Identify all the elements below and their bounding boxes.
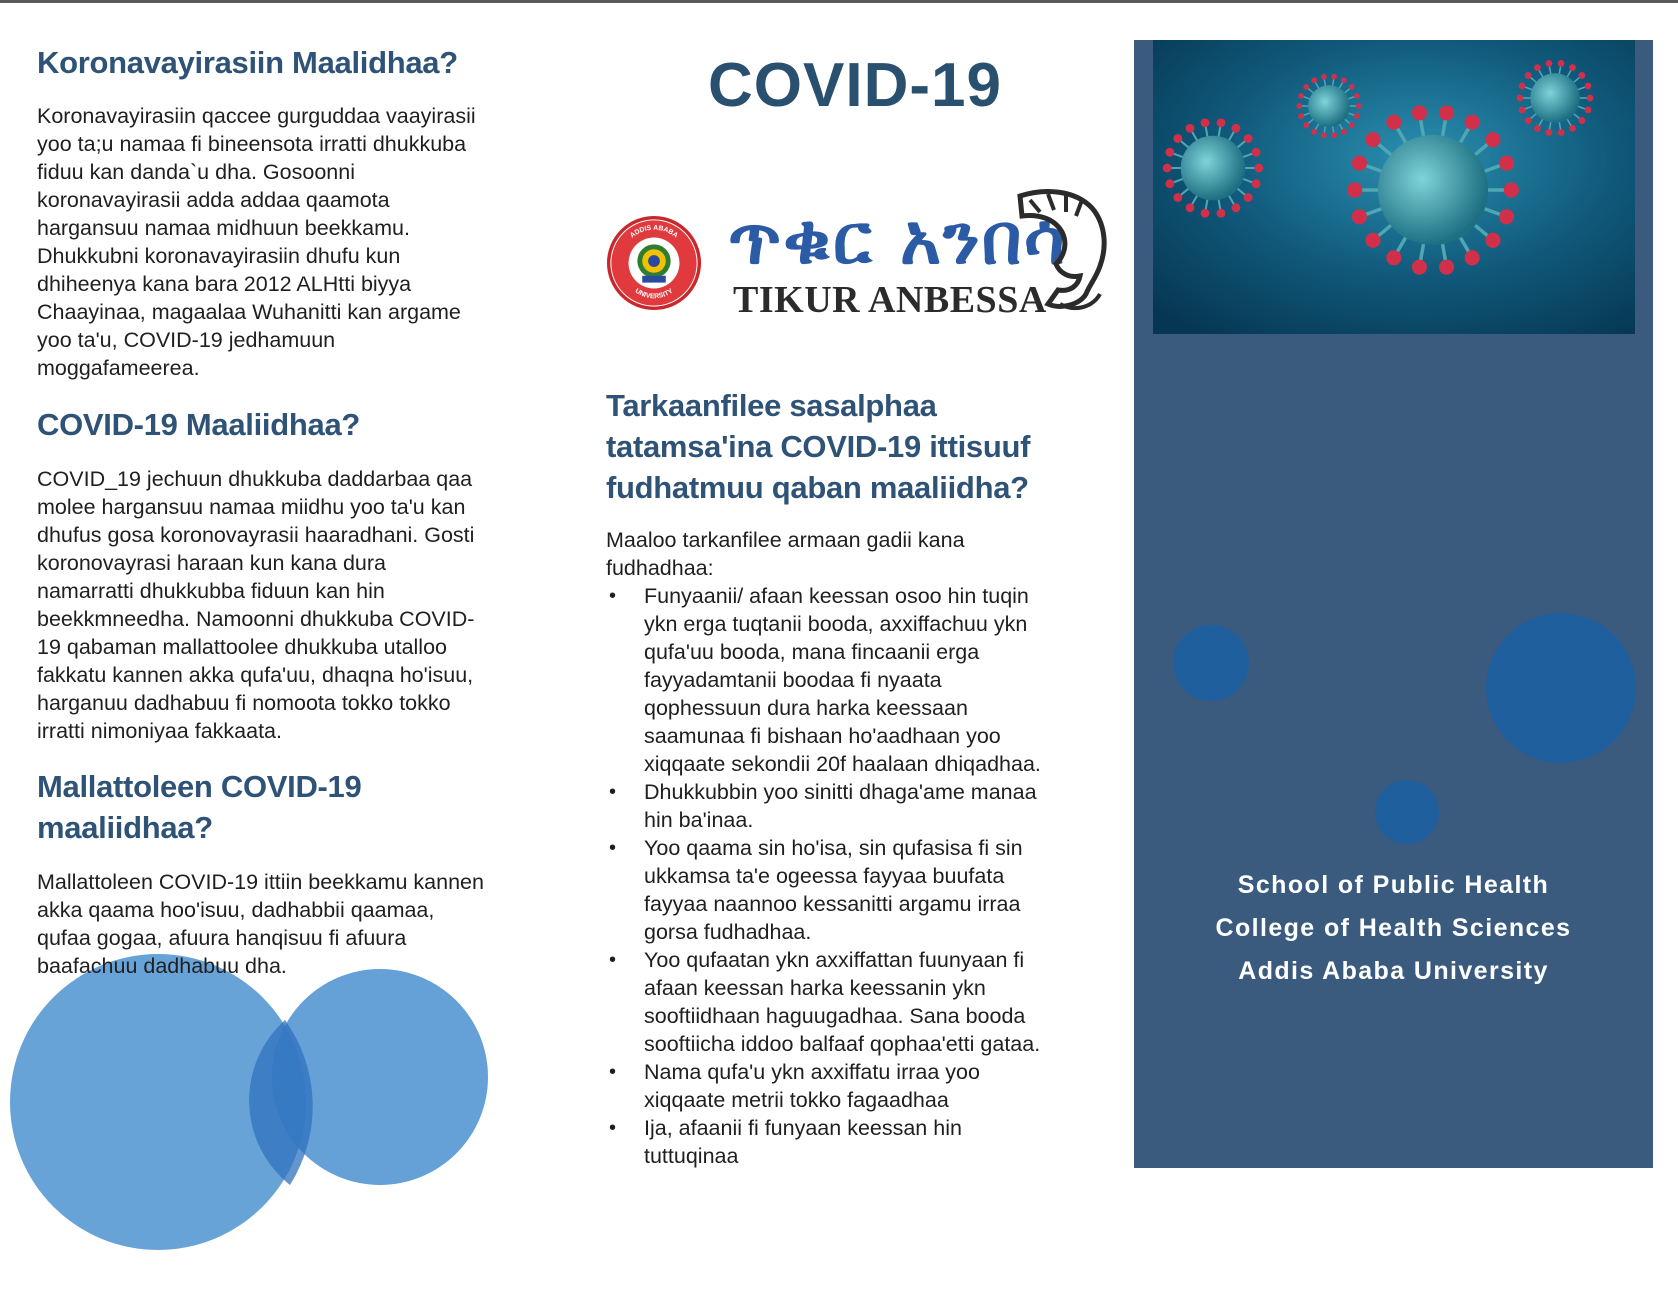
institution-block: [1134, 864, 1653, 993]
seal-text-top: ADDIS ABABA: [628, 224, 680, 240]
list-item-text: Ija, afaanii fi funyaan keessan hin tuttuqinaa: [644, 1116, 962, 1168]
list-item-text: Yoo qaama sin ho'isa, sin qufasisa fi sin ukkamsa ta'e ogeessa fayyaa buufata fayyaa naannoo kessanitti argamu irraa gorsa fudhadhaa.: [644, 836, 1023, 944]
bullet-icon: •: [609, 585, 617, 607]
paragraph-coronavirus: Koronavayirasiin qaccee gurguddaa vaayirasii yoo ta;u namaa fi bineensota irratti dhukkuba fiduu kan danda`u dha. Gosoonni koronavayirasii adda addaa qaamota hargansuu namaa midhuun beekkamu. Dhukkubni koronavayirasiin dhufu kun dhiheenya kana bara 2012 ALHtti biyya Chaayinaa, magaalaa Wuhanitti kan argame yoo ta'u, COVID-19 jedhamuun moggafameerea.: [37, 104, 476, 380]
bullet-icon: •: [609, 1117, 617, 1139]
bullet-icon: •: [609, 949, 617, 971]
heading-coronavirus: Koronavayirasiin Maalidhaa?: [37, 45, 458, 80]
bullet-icon: •: [609, 1061, 617, 1083]
virus-image: [1153, 40, 1635, 334]
prevention-heading: Tarkaanfilee sasalphaa tatamsa'ina COVID-19 ittisuuf fudhatmuu qaban maaliidha?: [606, 388, 1031, 505]
paragraph-symptoms: Mallattoleen COVID-19 ittiin beekkamu kannen akka qaama hoo'isuu, dadhabbii qaamaa, qufaa gogaa, afuura hanqisuu fi afuura baafachuu dadhabuu dha.: [37, 870, 484, 978]
college-name: College of Health Sciences: [1215, 914, 1572, 942]
panel-dot: [1486, 613, 1636, 763]
bullet-icon: •: [609, 781, 617, 803]
list-item: [606, 778, 1096, 834]
panel-dot: [1173, 625, 1249, 701]
university-name: Addis Ababa University: [1238, 957, 1549, 985]
lion-head-icon: [1000, 186, 1110, 316]
prevention-list: [606, 582, 1096, 1170]
list-item-text: Yoo qufaatan ykn axxiffattan fuunyaan fi afaan keessan harka keessanin ykn sooftiidhaan haguugadhaa. Sana booda sooftiicha iddoo balfaaf qophaa'etti gataa.: [644, 948, 1041, 1056]
paragraph-covid19: COVID_19 jechuun dhukkuba daddarbaa qaa molee hargansuu namaa miidhu yoo ta'u kan dhufus gosa koronovayrasii haaradhani. Gosti koronovayrasi haraan kun kana dura namarratti dhukkubba fiduun kan hin beekkmneedha. Namoonni dhukkuba COVID- 19 qabaman mallattoolee dhukkuba utalloo fakkatu kannen akka qufa'uu, dhaqna ho'isuu, harganuu dadhabuu fi nomoota tokko tokko irratti nimoniyaa fakkaata.: [37, 467, 475, 743]
list-item: [606, 582, 1096, 778]
heading-symptoms: Mallattoleen COVID-19 maaliidhaa?: [37, 769, 362, 845]
prevention-intro: Maaloo tarkanfilee armaan gadii kana fudhadhaa:: [606, 528, 965, 580]
list-item-text: Funyaanii/ afaan keessan osoo hin tuqin ykn erga tuqtanii booda, axxiffachuu ykn qufa'uu booda, mana fincaanii erga fayyadamtanii boodaa fi nyaata qophessuun dura harka keessaan saamunaa fi bishaan ho'aadhaan yoo xiqqaate sekondii 20f haalaan dhiqadhaa.: [644, 584, 1041, 776]
university-seal: [605, 214, 703, 312]
list-item: [606, 1058, 1096, 1114]
logo-latin-text: TIKUR ANBESSA: [733, 279, 1047, 321]
seal-text-bottom: UNIVERSITY: [633, 287, 675, 301]
logo-amharic-text: ጥቁር አንበሳ: [728, 198, 1067, 280]
list-item-text: Dhukkubbin yoo sinitti dhaga'ame manaa hin ba'inaa.: [644, 780, 1037, 832]
list-item: [606, 834, 1096, 946]
list-item: [606, 1114, 1096, 1170]
heading-covid19: COVID-19 Maaliidhaa?: [37, 407, 361, 442]
list-item: [606, 946, 1096, 1058]
school-name: School of Public Health: [1237, 871, 1550, 899]
bullet-icon: •: [609, 837, 617, 859]
list-item-text: Nama qufa'u ykn axxiffatu irraa yoo xiqqaate metrii tokko fagaadhaa: [644, 1060, 980, 1112]
panel-dot: [1375, 780, 1439, 844]
top-border: [0, 0, 1678, 3]
decorative-circles: [0, 950, 520, 1280]
page-title: COVID-19: [708, 51, 1002, 120]
